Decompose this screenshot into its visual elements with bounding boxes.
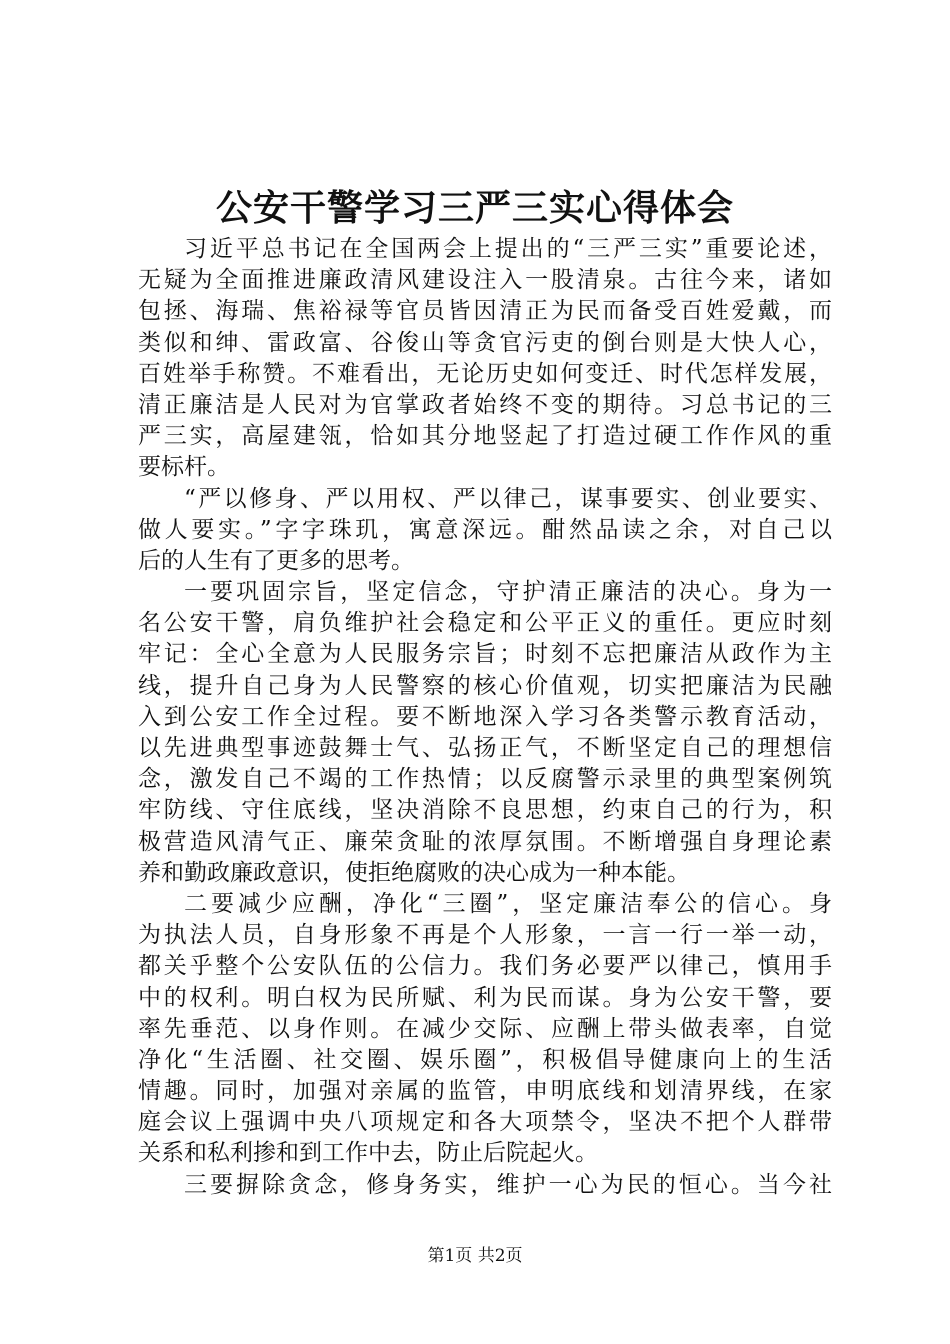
body-line: 线，提升自己身为人民警察的核心价值观，切实把廉洁为民融 [138, 672, 832, 699]
body-line: 百姓举手称赞。不难看出，无论历史如何变迁、时代怎样发展， [138, 360, 832, 387]
body-line: “严以修身、严以用权、严以律己，谋事要实、创业要实、 [184, 485, 832, 512]
body-line: 包拯、海瑞、焦裕禄等官员皆因清正为民而备受百姓爱戴，而 [138, 298, 832, 325]
document-body [138, 234, 832, 1201]
page-footer: 第1页 共2页 [427, 1246, 523, 1266]
body-line: 庭会议上强调中央八项规定和各大项禁令，坚决不把个人群带 [138, 1109, 832, 1136]
body-line: 极营造风清气正、廉荣贪耻的浓厚氛围。不断增强自身理论素 [138, 828, 832, 855]
body-line: 以先进典型事迹鼓舞士气、弘扬正气，不断坚定自己的理想信 [138, 735, 832, 761]
body-line: 为执法人员，自身形象不再是个人形象，一言一行一举一动， [138, 922, 832, 949]
body-line: 都关乎整个公安队伍的公信力。我们务必要严以律己，慎用手 [138, 953, 832, 980]
body-line: 一要巩固宗旨，坚定信念，守护清正廉洁的决心。身为一 [184, 579, 832, 606]
body-line: 习近平总书记在全国两会上提出的“三严三实”重要论述， [184, 236, 832, 262]
body-line: 无疑为全面推进廉政清风建设注入一股清泉。古往今来，诸如 [138, 267, 832, 294]
body-line: 牢防线、守住底线，坚决消除不良思想，约束自己的行为，积 [138, 797, 832, 824]
document-title: 公安干警学习三严三实心得体会 [215, 187, 734, 229]
body-line: 念，激发自己不竭的工作热情；以反腐警示录里的典型案例筑 [138, 766, 832, 793]
body-line: 严三实，高屋建瓴，恰如其分地竖起了打造过硬工作作风的重 [138, 423, 832, 450]
body-line: 养和勤政廉政意识，使拒绝腐败的决心成为一种本能。 [138, 859, 690, 886]
body-line: 类似和绅、雷政富、谷俊山等贪官污吏的倒台则是大快人心， [138, 329, 832, 356]
body-line: 名公安干警，肩负维护社会稳定和公平正义的重任。更应时刻 [138, 610, 832, 637]
body-line: 净化“生活圈、社交圈、娱乐圈”，积极倡导健康向上的生活 [138, 1046, 832, 1073]
body-line: 入到公安工作全过程。要不断地深入学习各类警示教育活动， [138, 703, 832, 730]
body-line: 做人要实。”字字珠玑，寓意深远。酣然品读之余，对自己以 [138, 516, 832, 543]
body-line: 三要摒除贪念，修身务实，维护一心为民的恒心。当今社 [184, 1171, 832, 1198]
body-line: 后的人生有了更多的思考。 [138, 547, 414, 574]
body-line: 率先垂范、以身作则。在减少交际、应酬上带头做表率，自觉 [138, 1015, 832, 1042]
body-line: 清正廉洁是人民对为官掌政者始终不变的期待。习总书记的三 [138, 391, 832, 418]
body-line: 二要减少应酬，净化“三圈”，坚定廉洁奉公的信心。身 [184, 890, 832, 917]
body-line: 情趣。同时，加强对亲属的监管，申明底线和划清界线，在家 [138, 1078, 832, 1105]
body-line: 牢记：全心全意为人民服务宗旨；时刻不忘把廉洁从政作为主 [138, 641, 832, 668]
body-line: 关系和私利掺和到工作中去，防止后院起火。 [138, 1140, 598, 1167]
body-line: 中的权利。明白权为民所赋、利为民而谋。身为公安干警，要 [138, 984, 832, 1011]
body-line: 要标杆。 [138, 454, 230, 481]
